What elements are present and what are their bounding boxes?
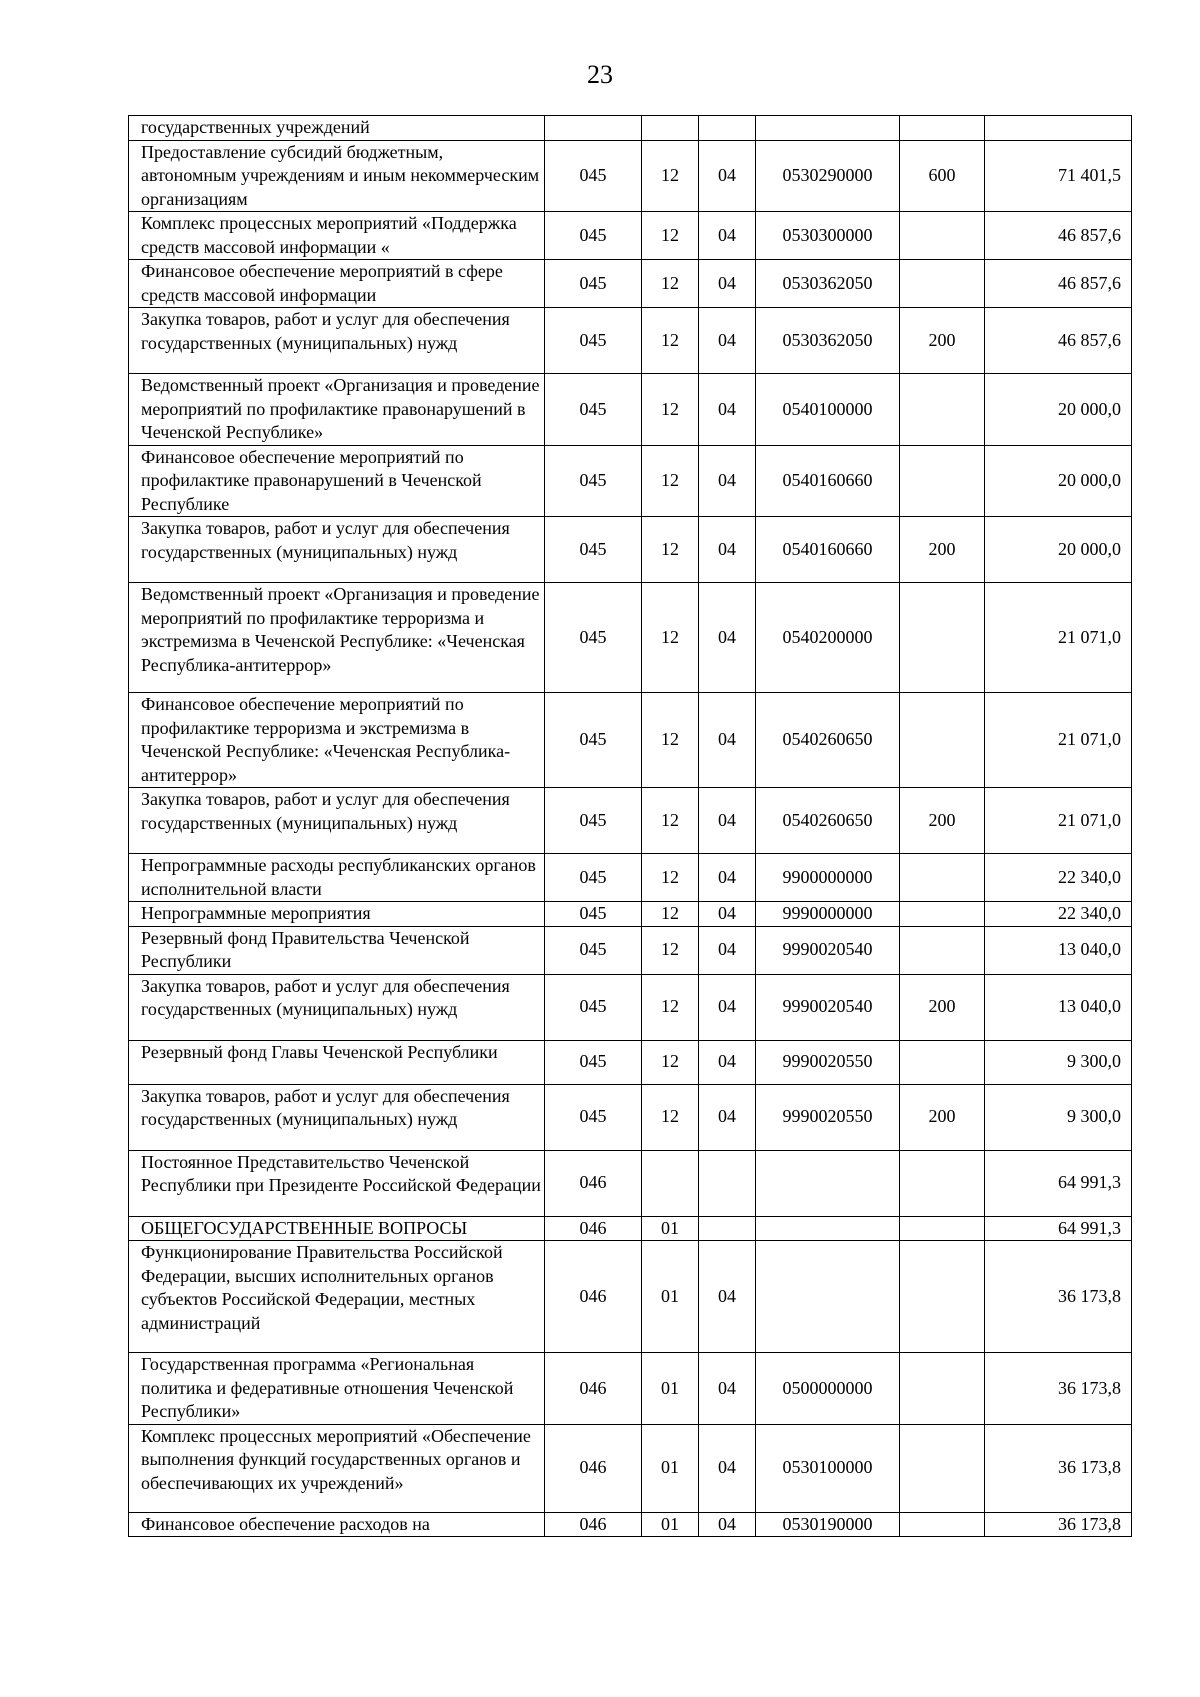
row-gr-code: 045 — [545, 445, 642, 517]
row-gr-code: 046 — [545, 1424, 642, 1512]
row-pr-code: 04 — [699, 517, 756, 583]
row-sum: 9 300,0 — [985, 1084, 1132, 1150]
row-gr-code: 045 — [545, 974, 642, 1040]
row-gr-code: 045 — [545, 260, 642, 308]
row-csr-code: 0530100000 — [756, 1424, 900, 1512]
row-vr-code: 200 — [900, 974, 985, 1040]
row-gr-code: 045 — [545, 1084, 642, 1150]
row-gr-code: 045 — [545, 926, 642, 974]
row-gr-code: 046 — [545, 1241, 642, 1353]
table-row — [129, 1512, 1132, 1537]
table-row — [129, 1241, 1132, 1353]
row-gr-code: 045 — [545, 854, 642, 902]
row-vr-code — [900, 374, 985, 446]
table-row — [129, 1084, 1132, 1150]
row-gr-code: 045 — [545, 693, 642, 788]
row-pr-code: 04 — [699, 926, 756, 974]
row-sum: 9 300,0 — [985, 1040, 1132, 1084]
row-gr-code: 045 — [545, 1040, 642, 1084]
table-row — [129, 788, 1132, 854]
row-vr-code — [900, 116, 985, 141]
table-row — [129, 1216, 1132, 1241]
row-vr-code: 200 — [900, 517, 985, 583]
row-vr-code — [900, 1040, 985, 1084]
row-rz-code: 01 — [642, 1512, 699, 1537]
table-row — [129, 517, 1132, 583]
row-csr-code: 0530290000 — [756, 140, 900, 212]
row-rz-code: 12 — [642, 693, 699, 788]
row-name: Финансовое обеспечение мероприятий в сфере средств массовой информации — [129, 260, 545, 308]
row-vr-code — [900, 1424, 985, 1512]
row-name: Комплекс процессных мероприятий «Поддержка средств массовой информации « — [129, 212, 545, 260]
row-pr-code — [699, 1150, 756, 1216]
row-vr-code — [900, 583, 985, 693]
row-pr-code: 04 — [699, 974, 756, 1040]
row-name: Закупка товаров, работ и услуг для обеспечения государственных (муниципальных) нужд — [129, 1084, 545, 1150]
row-sum: 21 071,0 — [985, 693, 1132, 788]
table-row — [129, 902, 1132, 927]
row-rz-code: 01 — [642, 1241, 699, 1353]
row-rz-code — [642, 116, 699, 141]
row-pr-code: 04 — [699, 140, 756, 212]
row-vr-code — [900, 212, 985, 260]
table-row — [129, 1353, 1132, 1425]
table-row — [129, 445, 1132, 517]
row-csr-code — [756, 1216, 900, 1241]
row-pr-code: 04 — [699, 445, 756, 517]
row-rz-code: 12 — [642, 1084, 699, 1150]
row-pr-code: 04 — [699, 1353, 756, 1425]
row-pr-code: 04 — [699, 1084, 756, 1150]
table-row — [129, 693, 1132, 788]
row-name: Непрограммные мероприятия — [129, 902, 545, 927]
row-rz-code: 12 — [642, 926, 699, 974]
row-pr-code: 04 — [699, 583, 756, 693]
table-row — [129, 1040, 1132, 1084]
row-sum: 36 173,8 — [985, 1353, 1132, 1425]
row-csr-code: 9990020550 — [756, 1040, 900, 1084]
row-pr-code — [699, 1216, 756, 1241]
row-name: Финансовое обеспечение расходов на — [129, 1512, 545, 1537]
row-rz-code: 12 — [642, 583, 699, 693]
row-rz-code: 01 — [642, 1424, 699, 1512]
row-csr-code — [756, 116, 900, 141]
row-name: Предоставление субсидий бюджетным, автономным учреждениям и иным некоммерческим организациям — [129, 140, 545, 212]
row-pr-code — [699, 116, 756, 141]
row-rz-code: 12 — [642, 445, 699, 517]
row-name: Закупка товаров, работ и услуг для обеспечения государственных (муниципальных) нужд — [129, 517, 545, 583]
budget-table — [128, 115, 1132, 1537]
row-csr-code: 9990000000 — [756, 902, 900, 927]
row-gr-code: 045 — [545, 212, 642, 260]
row-pr-code: 04 — [699, 1040, 756, 1084]
row-rz-code — [642, 1150, 699, 1216]
row-name: Закупка товаров, работ и услуг для обеспечения государственных (муниципальных) нужд — [129, 974, 545, 1040]
row-csr-code: 9990020540 — [756, 974, 900, 1040]
table-row — [129, 583, 1132, 693]
row-sum: 71 401,5 — [985, 140, 1132, 212]
row-csr-code — [756, 1150, 900, 1216]
row-sum: 20 000,0 — [985, 517, 1132, 583]
row-name: государственных учреждений — [129, 116, 545, 141]
row-name: Постоянное Представительство Чеченской Республики при Президенте Российской Федерации — [129, 1150, 545, 1216]
row-rz-code: 12 — [642, 308, 699, 374]
row-rz-code: 01 — [642, 1353, 699, 1425]
row-name: Государственная программа «Региональная политика и федеративные отношения Чеченской Республики» — [129, 1353, 545, 1425]
row-gr-code: 045 — [545, 517, 642, 583]
row-pr-code: 04 — [699, 260, 756, 308]
row-pr-code: 04 — [699, 1424, 756, 1512]
row-pr-code: 04 — [699, 693, 756, 788]
row-gr-code: 046 — [545, 1216, 642, 1241]
row-gr-code: 046 — [545, 1512, 642, 1537]
row-sum: 20 000,0 — [985, 374, 1132, 446]
page-number: 23 — [587, 60, 613, 89]
row-vr-code — [900, 1512, 985, 1537]
row-csr-code — [756, 1241, 900, 1353]
row-gr-code: 045 — [545, 374, 642, 446]
row-csr-code: 0530300000 — [756, 212, 900, 260]
row-name: Финансовое обеспечение мероприятий по профилактике правонарушений в Чеченской Республике — [129, 445, 545, 517]
row-pr-code: 04 — [699, 854, 756, 902]
row-rz-code: 12 — [642, 854, 699, 902]
row-rz-code: 12 — [642, 974, 699, 1040]
row-csr-code: 0540200000 — [756, 583, 900, 693]
row-vr-code: 600 — [900, 140, 985, 212]
table-row — [129, 116, 1132, 141]
row-gr-code: 046 — [545, 1150, 642, 1216]
row-sum: 21 071,0 — [985, 788, 1132, 854]
row-sum: 36 173,8 — [985, 1512, 1132, 1537]
table-row — [129, 1424, 1132, 1512]
row-gr-code — [545, 116, 642, 141]
row-name: Ведомственный проект «Организация и проведение мероприятий по профилактике правонарушений в Чеченской Республике» — [129, 374, 545, 446]
row-name: Финансовое обеспечение мероприятий по профилактике терроризма и экстремизма в Чеченской Республике: «Чеченская Республика-антитеррор» — [129, 693, 545, 788]
row-sum: 21 071,0 — [985, 583, 1132, 693]
row-gr-code: 045 — [545, 140, 642, 212]
row-vr-code — [900, 260, 985, 308]
table-row — [129, 140, 1132, 212]
row-name: Резервный фонд Главы Чеченской Республики — [129, 1040, 545, 1084]
row-name: Закупка товаров, работ и услуг для обеспечения государственных (муниципальных) нужд — [129, 308, 545, 374]
row-sum: 22 340,0 — [985, 902, 1132, 927]
row-vr-code — [900, 854, 985, 902]
row-pr-code: 04 — [699, 308, 756, 374]
row-sum: 46 857,6 — [985, 308, 1132, 374]
row-name: Резервный фонд Правительства Чеченской Республики — [129, 926, 545, 974]
row-name: Ведомственный проект «Организация и проведение мероприятий по профилактике терроризма и экстремизма в Чеченской Республике: «Чеченская Республика-антитеррор» — [129, 583, 545, 693]
row-pr-code: 04 — [699, 788, 756, 854]
table-row — [129, 260, 1132, 308]
row-gr-code: 045 — [545, 902, 642, 927]
row-csr-code: 0540160660 — [756, 517, 900, 583]
row-csr-code: 0500000000 — [756, 1353, 900, 1425]
row-rz-code: 12 — [642, 260, 699, 308]
row-rz-code: 01 — [642, 1216, 699, 1241]
row-rz-code: 12 — [642, 374, 699, 446]
table-row — [129, 974, 1132, 1040]
table-row — [129, 374, 1132, 446]
table-row — [129, 308, 1132, 374]
row-pr-code: 04 — [699, 374, 756, 446]
row-name: Закупка товаров, работ и услуг для обеспечения государственных (муниципальных) нужд — [129, 788, 545, 854]
row-csr-code: 0540160660 — [756, 445, 900, 517]
row-sum: 22 340,0 — [985, 854, 1132, 902]
table-row — [129, 1150, 1132, 1216]
row-sum: 13 040,0 — [985, 926, 1132, 974]
row-csr-code: 9990020550 — [756, 1084, 900, 1150]
row-rz-code: 12 — [642, 1040, 699, 1084]
row-pr-code: 04 — [699, 1241, 756, 1353]
row-pr-code: 04 — [699, 212, 756, 260]
budget-table-body — [129, 116, 1132, 1537]
row-sum: 64 991,3 — [985, 1150, 1132, 1216]
table-row — [129, 926, 1132, 974]
row-sum — [985, 116, 1132, 141]
row-name: ОБЩЕГОСУДАРСТВЕННЫЕ ВОПРОСЫ — [129, 1216, 545, 1241]
row-sum: 46 857,6 — [985, 260, 1132, 308]
row-csr-code: 0540260650 — [756, 788, 900, 854]
row-name: Функционирование Правительства Российской Федерации, высших исполнительных органов субъектов Российской Федерации, местных администраций — [129, 1241, 545, 1353]
row-vr-code — [900, 926, 985, 974]
row-rz-code: 12 — [642, 212, 699, 260]
row-name: Непрограммные расходы республиканских органов исполнительной власти — [129, 854, 545, 902]
row-csr-code: 0540100000 — [756, 374, 900, 446]
row-csr-code: 9900000000 — [756, 854, 900, 902]
row-vr-code — [900, 445, 985, 517]
row-vr-code: 200 — [900, 788, 985, 854]
row-vr-code: 200 — [900, 308, 985, 374]
row-gr-code: 045 — [545, 788, 642, 854]
row-sum: 20 000,0 — [985, 445, 1132, 517]
row-sum: 36 173,8 — [985, 1241, 1132, 1353]
row-csr-code: 9990020540 — [756, 926, 900, 974]
row-csr-code: 0530362050 — [756, 308, 900, 374]
row-gr-code: 045 — [545, 308, 642, 374]
row-vr-code — [900, 693, 985, 788]
row-vr-code — [900, 1353, 985, 1425]
row-pr-code: 04 — [699, 1512, 756, 1537]
row-vr-code — [900, 1241, 985, 1353]
row-sum: 46 857,6 — [985, 212, 1132, 260]
table-row — [129, 854, 1132, 902]
row-vr-code — [900, 902, 985, 927]
row-vr-code — [900, 1150, 985, 1216]
row-csr-code: 0530362050 — [756, 260, 900, 308]
row-rz-code: 12 — [642, 517, 699, 583]
row-name: Комплекс процессных мероприятий «Обеспечение выполнения функций государственных органов и обеспечивающих их учреждений» — [129, 1424, 545, 1512]
row-csr-code: 0540260650 — [756, 693, 900, 788]
row-pr-code: 04 — [699, 902, 756, 927]
row-sum: 36 173,8 — [985, 1424, 1132, 1512]
row-vr-code — [900, 1216, 985, 1241]
row-sum: 64 991,3 — [985, 1216, 1132, 1241]
row-rz-code: 12 — [642, 788, 699, 854]
row-rz-code: 12 — [642, 902, 699, 927]
row-csr-code: 0530190000 — [756, 1512, 900, 1537]
row-gr-code: 045 — [545, 583, 642, 693]
table-row — [129, 212, 1132, 260]
row-gr-code: 046 — [545, 1353, 642, 1425]
row-sum: 13 040,0 — [985, 974, 1132, 1040]
row-rz-code: 12 — [642, 140, 699, 212]
row-vr-code: 200 — [900, 1084, 985, 1150]
